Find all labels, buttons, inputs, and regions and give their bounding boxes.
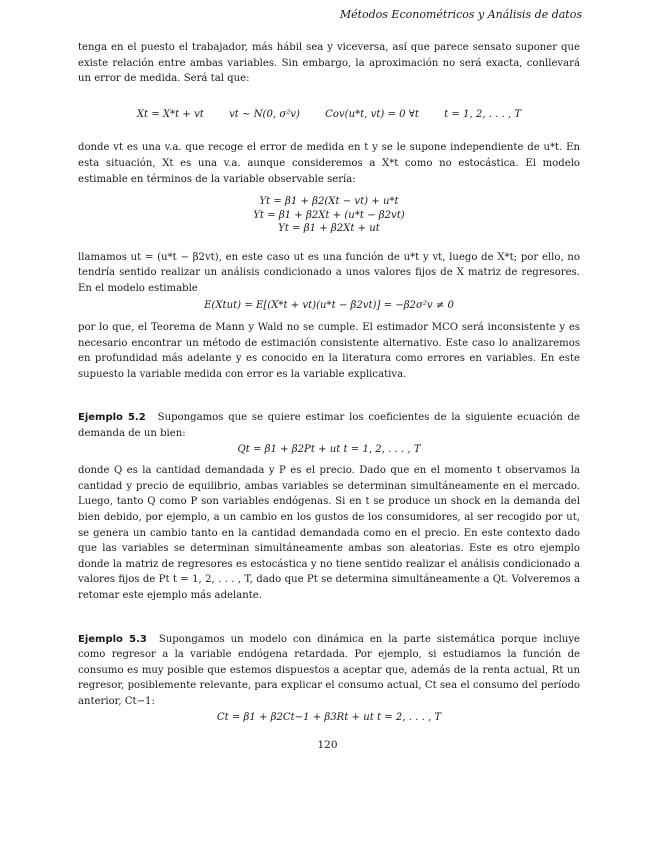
example-5-2-intro-text: Supongamos que se quiere estimar los coeficientes de la siguiente ecuación de demanda de un bien: [78, 412, 580, 439]
example-5-2-text: donde Q es la cantidad demandada y P es el precio. Dado que en el momento t observamos la cantidad y precio de equilibrio, ambas variables se determinan simultáneamente en el mercado. Luego, tanto Q como P son variables endógenas. Si en t se produce un shock en la demanda del bien debido, por ejemplo, a un cambio en los gustos de los consumidores, al ser recogido por ut, se genera un cambio tanto en la cantidad demandada como en el precio. En este contexto dado que las variables se determinan simultáneamente ambas son aleatorias. Este es otro ejemplo donde la matriz de regresores es estocástica y no tiene sentido realizar el análisis condicionado a valores fijos de Pt t = 1, 2, . . . , T, dado que Pt se determina simultáneamente a Qt. Volveremos a retomar este ejemplo más adelante. [78, 465, 580, 601]
equation-part: Cov(u*t, vt) = 0 ∀t [325, 108, 419, 120]
running-header: Métodos Econométricos y Análisis de datos [339, 8, 582, 21]
equation-part: Xt = X*t + vt [136, 108, 204, 120]
equation-measurement-error [78, 107, 580, 123]
equation-demand: Qt = β1 + β2Pt + ut t = 1, 2, . . . , T [237, 443, 421, 455]
paragraph-mann-wald: por lo que, el Teorema de Mann y Wald no se cumple. El estimador MCO será inconsistente y es necesario encontrar un método de estimación consistente alternativo. Este caso lo analizaremos en profundidad más adelante y es conocido en la literatura como errores en variables. En este supuesto la variable medida con error es la variable explicativa. [78, 322, 580, 380]
example-5-2-label: Ejemplo 5.2 [78, 412, 146, 424]
page-body [78, 40, 580, 725]
equation-line: Yt = β1 + β2(Xt − vt) + u*t [259, 196, 399, 208]
page-number: 120 [317, 739, 338, 751]
section-spacer [78, 382, 580, 410]
example-5-3-label: Ejemplo 5.3 [78, 633, 147, 645]
paragraph-composite-error: llamamos ut = (u*t − β2vt), en este caso ut es una función de u*t y vt, luego de X*t; por ello, no tendría sentido realizar un análisis condicionado a unos valores fijos de X matriz de regresores. En el modelo estimable [78, 251, 580, 294]
equation-line: Yt = β1 + β2Xt + ut [278, 223, 380, 235]
section-spacer [78, 604, 580, 632]
example-5-2-intro [78, 410, 580, 441]
equation-line: Yt = β1 + β2Xt + (u*t − β2vt) [253, 209, 405, 221]
equation-part: t = 1, 2, . . . , T [444, 108, 522, 120]
paragraph-measurement-error: tenga en el puesto el trabajador, más hábil sea y viceversa, así que parece sensato suponer que existe relación entre ambas variables. Sin embargo, la aproximación no será exacta, conllevará un error de medida. Será tal que: [78, 42, 580, 85]
example-5-3-text [78, 632, 580, 710]
example-5-3-body: Supongamos un modelo con dinámica en la parte sistemática porque incluye como regresor a la variable endógena retardada. Por ejemplo, si estudiamos la función de consumo es muy posible que estemos dispuestos a aceptar que, además de la renta actual, Rt un regresor, posiblemente relevante, para explicar el consumo actual, Ct sea el consumo del período anterior, Ct−1: [78, 633, 580, 707]
equation-expectation: E(Xtut) = E[(X*t + vt)(u*t − β2vt)] = −β2σ²v ≠ 0 [204, 300, 454, 312]
equation-part: vt ∼ N(0, σ²v) [229, 108, 300, 120]
equation-stack-estimable-model [78, 195, 580, 236]
equation-consumption: Ct = β1 + β2Ct−1 + β3Rt + ut t = 2, . . . , T [216, 711, 442, 723]
paragraph-observable-model: donde vt es una v.a. que recoge el error de medida en t y se le supone independiente de u*t. En esta situación, Xt es una v.a. aunque consideremos a X*t como no estocástica. El modelo estimable en términos de la variable observable sería: [78, 142, 580, 185]
